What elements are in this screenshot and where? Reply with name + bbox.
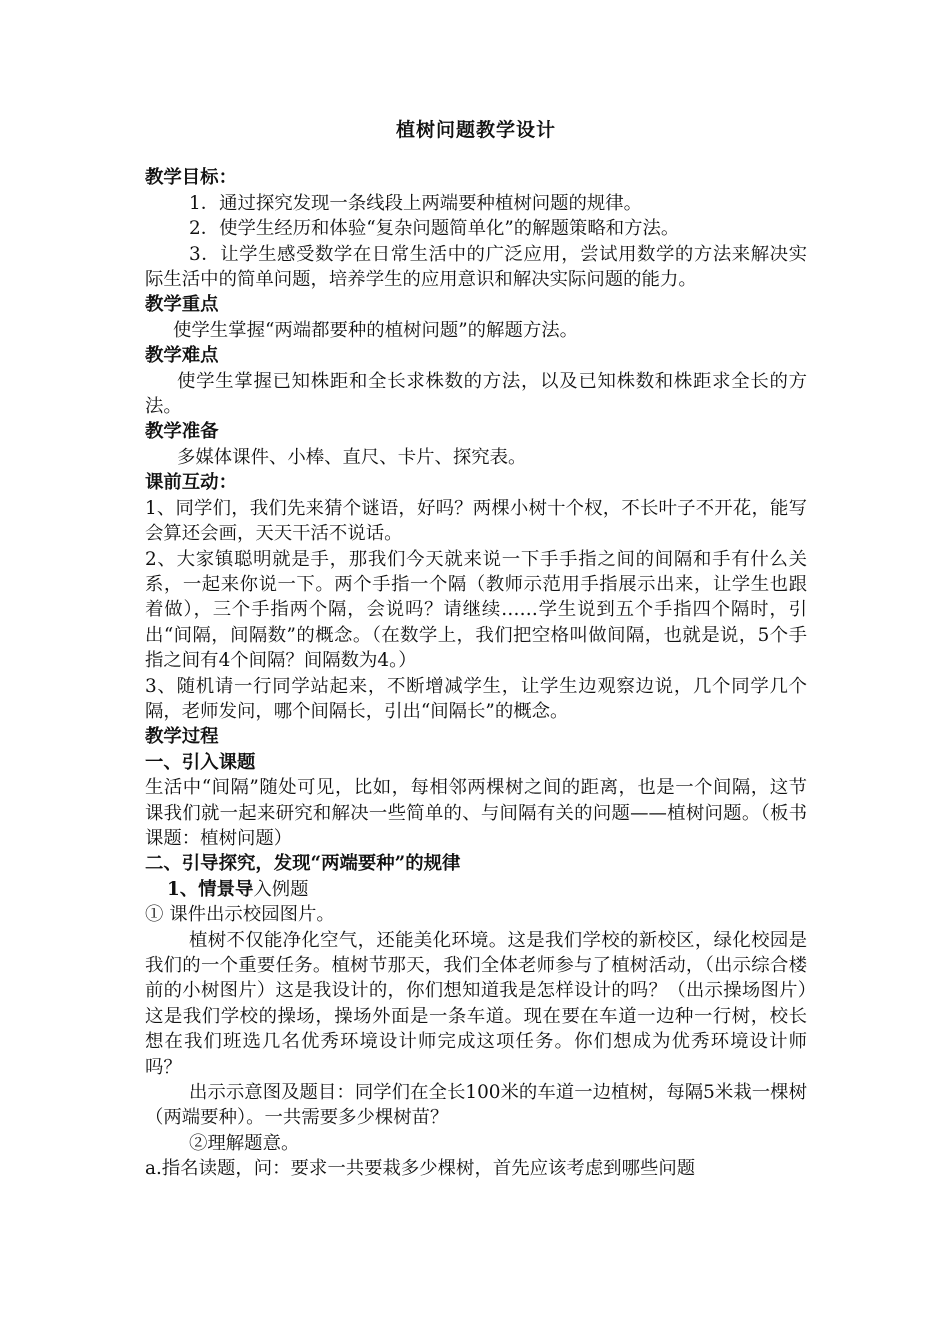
section1-text: 生活中“间隔”随处可见，比如，每相邻两棵树之间的距离，也是一个间隔，这节课我们就一起来研究和解决一些简单的、与间隔有关的问题——植树问题。（板书课题：植树问题）: [145, 777, 807, 849]
section2-subheading: [145, 877, 807, 902]
section2-heading: 二、引导探究，发现“两端要种”的规律: [145, 853, 461, 875]
step-2: ②理解题意。: [189, 1132, 300, 1154]
page-title: 植树问题教学设计: [395, 119, 556, 141]
preparation-text: 多媒体课件、小棒、直尺、卡片、探究表。: [177, 446, 527, 468]
goal-item: 1．通过探究发现一条线段上两端要种植树问题的规律。: [189, 192, 643, 214]
scenario-paragraph: 植树不仅能净化空气，还能美化环境。这是我们学校的新校区，绿化校园是我们的一个重要任务。植树节那天，我们全体老师参与了植树活动，（出示综合楼前的小树图片）这是我设计的，你们想知道我是怎样设计的吗？（出示操场图片）这是我们学校的操场，操场外面是一条车道。现在要在车道一边种一行树，校长想在我们班选几名优秀环境设计师完成这项任务。你们想成为优秀环境设计师吗？: [145, 929, 807, 1078]
document-body: [145, 118, 807, 1182]
step-a: a.指名读题，问：要求一共要栽多少棵树，首先应该考虑到哪些问题: [145, 1158, 696, 1180]
pre-class-item: 1、同学们，我们先来猜个谜语，好吗？两棵小树十个杈，不长叶子不开花，能写会算还会画，天天干活不说话。: [145, 497, 807, 545]
subheading-bold: 1、情景导: [167, 878, 254, 900]
preparation-heading: 教学准备: [145, 421, 219, 443]
step-1: ① 课件出示校园图片。: [145, 904, 335, 926]
problem-paragraph: 出示示意图及题目：同学们在全长100米的车道一边植树，每隔5米栽一棵树（两端要种）。一共需要多少棵树苗？: [145, 1082, 807, 1129]
key-point-text: 使学生掌握“两端都要种的植树问题”的解题方法。: [173, 319, 579, 341]
process-heading: 教学过程: [145, 726, 219, 748]
key-point-heading: 教学重点: [145, 294, 219, 316]
section1-heading: 一、引入课题: [145, 751, 256, 773]
difficulty-heading: 教学难点: [145, 345, 219, 367]
subheading-rest: 入例题: [253, 878, 309, 900]
goals-heading: 教学目标：: [145, 167, 237, 189]
pre-class-heading: 课前互动：: [145, 472, 237, 494]
pre-class-item: 2、大家镇聪明就是手，那我们今天就来说一下手手指之间的间隔和手有什么关系，一起来你说一下。两个手指一个隔（教师示范用手指展示出来，让学生也跟着做），三个手指两个隔，会说吗？请继续……学生说到五个手指四个隔时，引出“间隔，间隔数”的概念。（在数学上，我们把空格叫做间隔，也就是说，5个手指之间有4个间隔？间隔数为4。）: [145, 548, 807, 672]
pre-class-item: 3、随机请一行同学站起来，不断增减学生，让学生边观察边说，几个同学几个隔，老师发问，哪个间隔长，引出“间隔长”的概念。: [145, 675, 807, 722]
goal-item: 2．使学生经历和体验“复杂问题简单化”的解题策略和方法。: [189, 218, 680, 240]
goal-item: 3．让学生感受数学在日常生活中的广泛应用，尝试用数学的方法来解决实际生活中的简单问题，培养学生的应用意识和解决实际问题的能力。: [145, 243, 807, 291]
difficulty-text: 使学生掌握已知株距和全长求株数的方法，以及已知株数和株距求全长的方法。: [145, 370, 807, 418]
